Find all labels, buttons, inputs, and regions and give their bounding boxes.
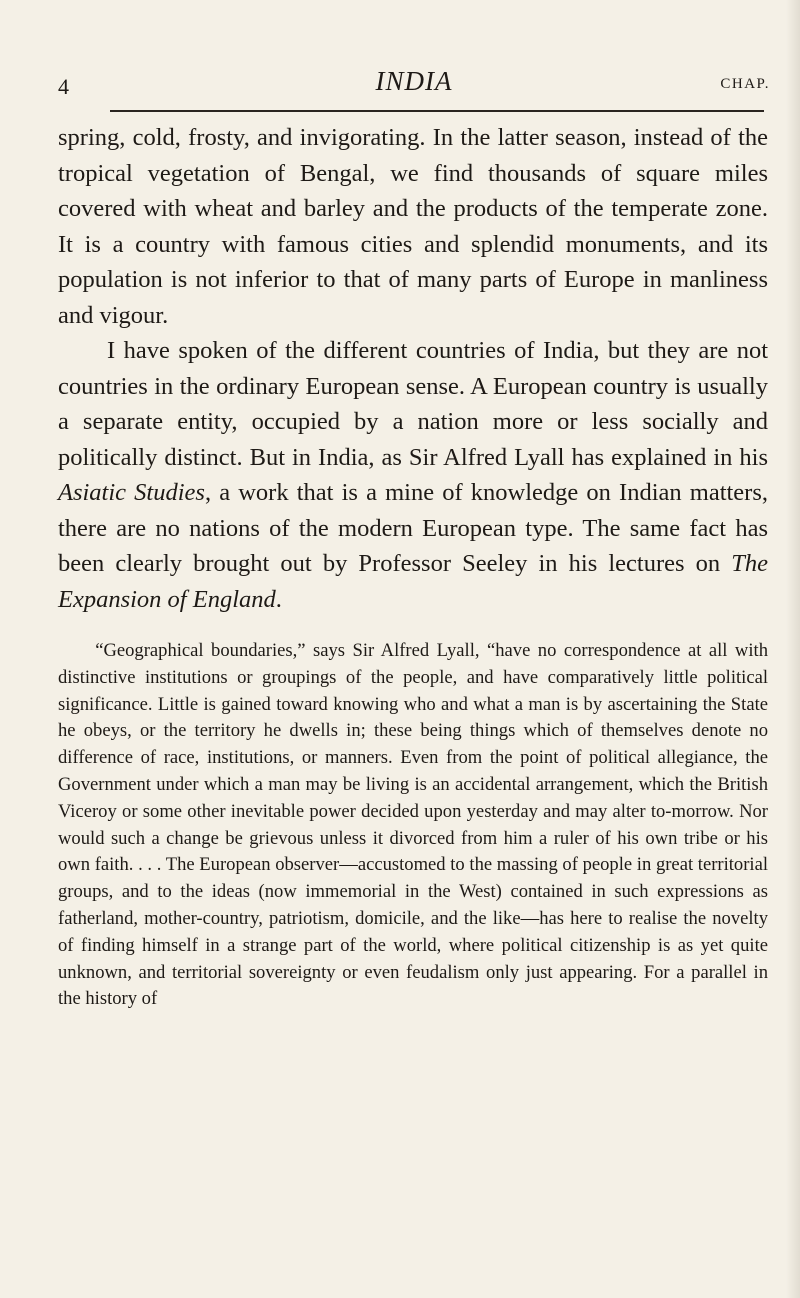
chapter-label: CHAP. xyxy=(720,76,770,92)
paragraph-2-text-1: I have spoken of the different countries of India, but they are not countries in the ordinary European sense. A European country is usually a separate entity, occupied by a nation more or less socially and politically distinct. But in India, as Sir Alfred Lyall has explained in his xyxy=(58,337,768,471)
book-title-asiatic-studies: Asiatic Studies xyxy=(58,479,205,506)
block-quote: “Geographical boundaries,” says Sir Alfred Lyall, “have no correspondence at all with distinctive institutions or groupings of the people, and have comparatively little political significance. Little is gained toward knowing who and what a man is by ascertaining the State he obeys, or the territory he dwells in; these being things which of themselves denote no difference of race, institutions, or manners. Even from the point of political allegiance, the Government under which a man may be living is an accidental arrangement, which the British Viceroy or some other inevitable power decided upon yesterday and may alter to-morrow. Nor would such a change be grievous unless it divorced from him a ruler of his own tribe or his own faith. . . . The European observer—accustomed to the massing of people in great territorial groups, and to the ideas (now immemorial in the West) contained in such expressions as fatherland, mother-country, patriotism, domicile, and the like—has here to realise the novelty of finding himself in a strange part of the world, where political citizenship is as yet quite unknown, and territorial sovereignty or even feudalism only just appearing. For a parallel in the history of xyxy=(58,640,768,1010)
page-body xyxy=(58,120,768,1013)
page-edge-shadow xyxy=(786,0,800,1298)
page-number: 4 xyxy=(58,74,69,99)
running-title: INDIA xyxy=(375,66,453,96)
paragraph-1: spring, cold, frosty, and invigorating. In the latter season, instead of the tropical vegetation of Bengal, we find thousands of square miles covered with wheat and barley and the products of the temperate zone. It is a country with famous cities and splendid monuments, and its population is not inferior to that of many parts of Europe in manliness and vigour. xyxy=(58,124,768,329)
header-rule xyxy=(110,110,764,112)
paragraph-2 xyxy=(58,333,768,617)
book-title-expansion-of-england: The Expansion of England xyxy=(58,550,768,613)
paragraph-2-text-3: . xyxy=(275,585,282,613)
paragraph-2-text-2: , a work that is a mine of knowledge on Indian matters, there are no nations of the modern European type. The same fact has been clearly brought out by Professor Seeley in his lectures on xyxy=(58,479,768,577)
running-head xyxy=(58,66,770,106)
